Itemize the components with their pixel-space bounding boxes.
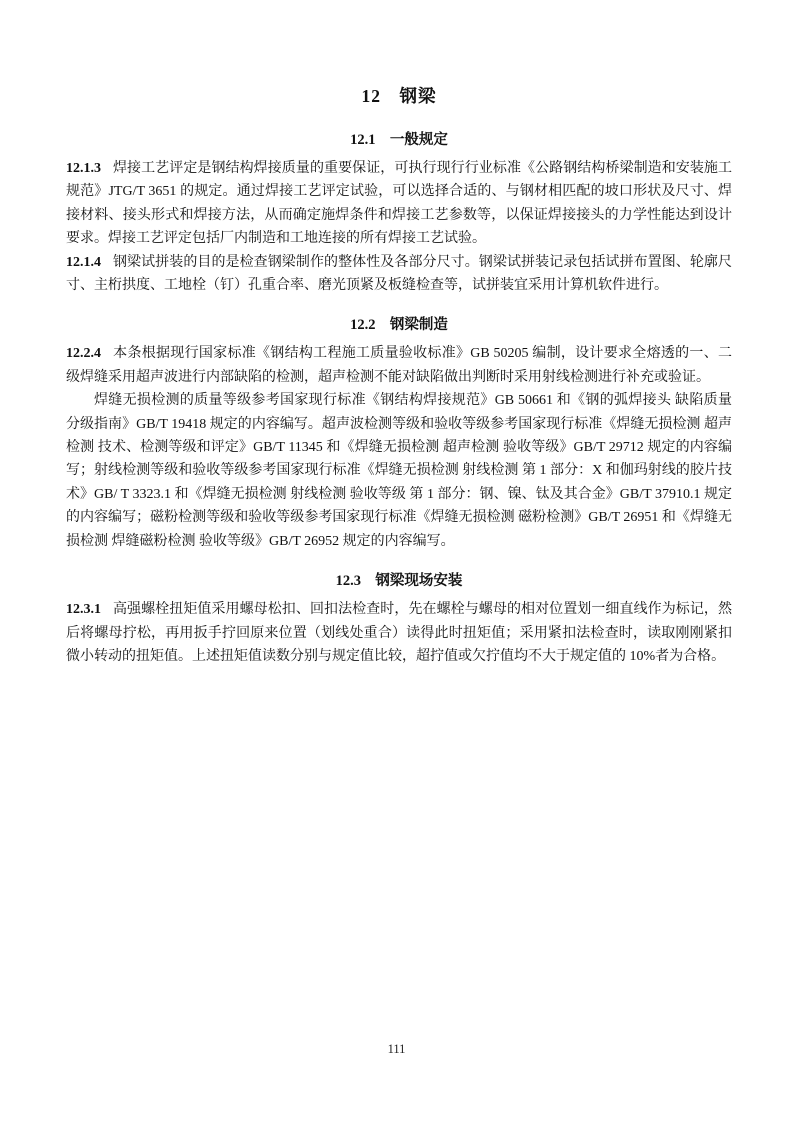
clause-12-3-1 [66, 598, 732, 668]
section-12-2 [66, 315, 732, 553]
clause-text: 焊接工艺评定是钢结构焊接质量的重要保证，可执行现行行业标准《公路钢结构桥梁制造和安装施工规范》JTG/T 3651 的规定。通过焊接工艺评定试验，可以选择合适的、与钢材相匹配的坡口形状及尺寸、焊接材料、接头形式和焊接方法，从而确定施焊条件和焊接工艺参数等，以保证焊接接头的力学性能达到设计要求。焊接工艺评定包括厂内制造和工地连接的所有焊接工艺试验。 [66, 161, 732, 247]
clause-12-2-4 [66, 342, 732, 389]
section-12-3 [66, 571, 732, 668]
clause-number: 12.1.4 [66, 254, 101, 270]
clause-number: 12.1.3 [66, 161, 101, 176]
clause-number: 12.2.4 [66, 346, 101, 362]
clause-12-2-4-commentary [66, 389, 732, 553]
page-content [66, 84, 732, 668]
clause-number: 12.3.1 [66, 602, 101, 618]
chapter-title: 12 钢梁 [361, 86, 437, 106]
clause-text: 焊缝无损检测的质量等级参考国家现行标准《钢结构焊接规范》GB 50661 和《钢的弧焊接头 缺陷质量分级指南》GB/T 19418 规定的内容编写。超声波检测等级和验收等级参考国家现行标准《焊缝无损检测 超声检测 技术、检测等级和评定》GB/T 11345 和《焊缝无损检测 超声检测 验收等级》GB/T 29712 规定的内容编写；射线检测等级和验收等级参考国家现行标准《焊缝无损检测 射线检测 第 1 部分：X 和伽玛射线的胶片技术》GB/ T 3323.1 和《焊缝无损检测 射线检测 验收等级 第 1 部分：钢、镍、钛及其合金》GB/T 37910.1 规定的内容编写；磁粉检测等级和验收等级参考国家现行标准《焊缝无损检测 磁粉检测》GB/T 26951 和《焊缝无损检测 焊缝磁粉检测 验收等级》GB/T 26952 规定的内容编写。 [66, 393, 732, 549]
clause-12-1-4 [66, 251, 732, 298]
section-heading-12-2: 12.2 钢梁制造 [350, 317, 448, 334]
clause-text: 钢梁试拼装的目的是检查钢梁制作的整体性及各部分尺寸。钢梁试拼装记录包括试拼布置图、轮廓尺寸、主桁拱度、工地栓（钉）孔重合率、磨光顶紧及板缝检查等，试拼装宜采用计算机软件进行。 [66, 254, 732, 294]
clause-12-1-3 [66, 157, 732, 251]
section-heading-12-3: 12.3 钢梁现场安装 [335, 573, 463, 590]
section-heading-12-1: 12.1 一般规定 [350, 132, 448, 148]
page-number: 111 [387, 1042, 406, 1056]
section-12-1 [66, 130, 732, 297]
clause-text: 高强螺栓扭矩值采用螺母松扣、回扣法检查时，先在螺栓与螺母的相对位置划一细直线作为标记，然后将螺母拧松，再用扳手拧回原来位置（划线处重合）读得此时扭矩值；采用紧扣法检查时，读取刚刚紧扣微小转动的扭矩值。上述扭矩值读数分别与规定值比较，超拧值或欠拧值均不大于规定值的 10%者为合格。 [66, 602, 732, 664]
clause-text: 本条根据现行国家标准《钢结构工程施工质量验收标准》GB 50205 编制，设计要求全熔透的一、二级焊缝采用超声波进行内部缺陷的检测，超声检测不能对缺陷做出判断时采用射线检测进行补充或验证。 [66, 346, 732, 385]
